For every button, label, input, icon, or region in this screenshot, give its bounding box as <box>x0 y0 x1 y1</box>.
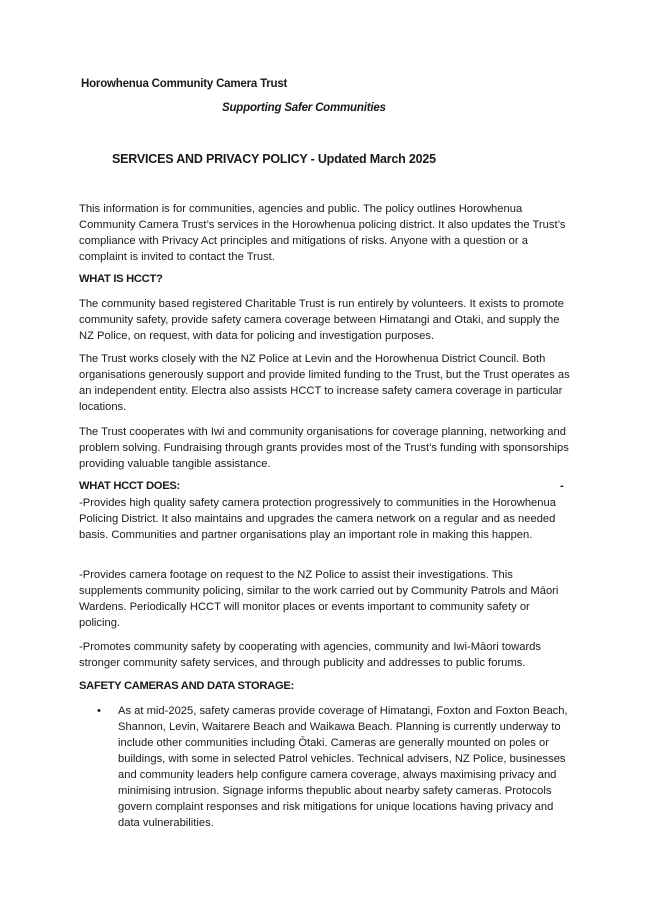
bullet-icon: • <box>97 705 101 717</box>
intro-paragraph: This information is for communities, agencies and public. The policy outlines Horowhenua Community Camera Trust’s services in the Horowhenua policing district. It also updates the Trust’s compliance with Privacy Act principles and mitigations of risks. Anyone with a question or a complaint is invited to contact the Trust. <box>79 203 566 263</box>
section-heading-cameras: SAFETY CAMERAS AND DATA STORAGE: <box>79 680 294 692</box>
tagline: Supporting Safer Communities <box>222 102 386 114</box>
what-does-paragraph-1: -Provides high quality safety camera protection progressively to communities in the Horowhenua Policing District. It also maintains and upgrades the camera network on a regular and as needed basis. Communities and partner organisations play an important role in making this happen. <box>79 497 556 541</box>
what-is-paragraph-2: The Trust works closely with the NZ Police at Levin and the Horowhenua District Council. Both organisations generously support and provide limited funding to the Trust, but the Trust operates as an independent entity. Electra also assists HCCT to increase safety camera coverage in particular locations. <box>79 353 570 413</box>
bullet-text: As at mid-2025, safety cameras provide coverage of Himatangi, Foxton and Foxton Beach, Shannon, Levin, Waitarere Beach and Waikawa Beach. Planning is currently underway to include other communities including Ōtaki. Cameras are generally mounted on poles or buildings, with some in selected Patrol vehicles. Technical advisers, NZ Police, businesses and community leaders help configure camera coverage, always maximising privacy and minimising intrusion. Signage informs thepublic about nearby safety cameras. Protocols govern complaint responses and risk mitigations for unique locations having privacy and data vulnerabilities. <box>118 705 568 829</box>
document-title: SERVICES AND PRIVACY POLICY - Updated March 2025 <box>112 152 436 166</box>
what-does-paragraph-2: -Provides camera footage on request to the NZ Police to assist their investigations. This supplements community policing, similar to the work carried out by Community Patrols and Māori Wardens. Periodically HCCT will monitor places or events important to community safety or policing. <box>79 569 559 629</box>
what-does-paragraph-3: -Promotes community safety by cooperating with agencies, community and Iwi-Māori towards stronger community safety services, and through publicity and addresses to public forums. <box>79 641 541 669</box>
section-heading-what-does: WHAT HCCT DOES: <box>79 480 180 492</box>
what-is-paragraph-1: The community based registered Charitable Trust is run entirely by volunteers. It exists to promote community safety, provide safety camera coverage between Himatangi and Otaki, and supply the NZ Police, on request, with data for policing and investigation purposes. <box>79 298 565 342</box>
what-is-paragraph-3: The Trust cooperates with Iwi and community organisations for coverage planning, networking and problem solving. Fundraising through grants provides most of the Trust’s funding with sponsorships providing valuable tangible assistance. <box>79 426 569 470</box>
list-item <box>79 703 571 831</box>
organization-name: Horowhenua Community Camera Trust <box>81 78 288 90</box>
cameras-bullet-list <box>79 703 571 831</box>
trailing-dash: - <box>560 480 564 492</box>
section-heading-what-is: WHAT IS HCCT? <box>79 273 163 285</box>
